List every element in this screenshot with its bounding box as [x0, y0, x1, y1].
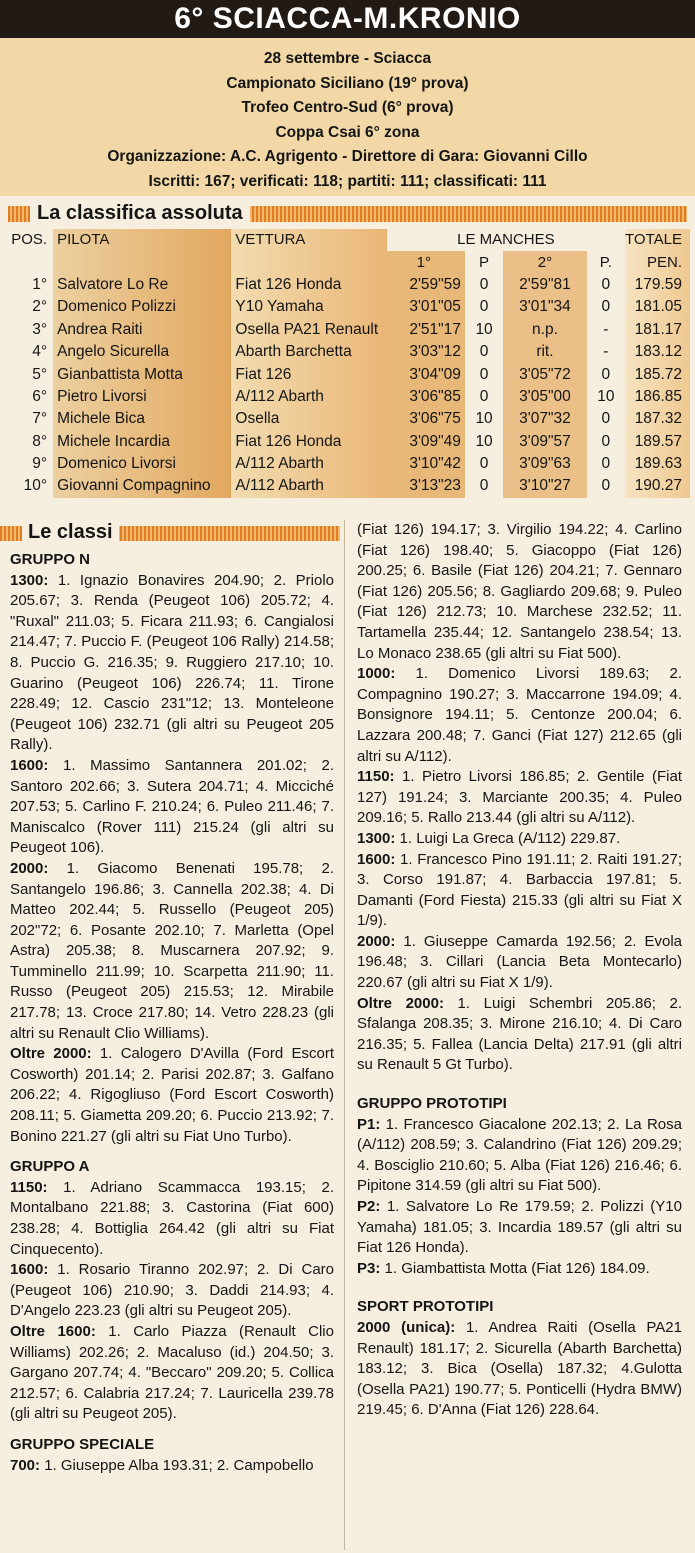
cell-p2: - — [603, 320, 609, 338]
cell-p2: 0 — [601, 275, 611, 293]
header-totale: TOTALE — [625, 229, 690, 251]
header-m2: 2° — [503, 251, 586, 273]
table-row — [0, 386, 690, 408]
event-stats: Iscritti: 167; verificati: 118; partiti: 111; classificati: 111 — [148, 172, 547, 190]
cell-pilota: Michele Bica — [53, 408, 231, 430]
cell-m1: 3'01"05 — [387, 296, 465, 318]
class-entry: 1150: 1. Pietro Livorsi 186.85; 2. Gentile (Fiat 127) 191.24; 3. Marciante 200.35; 4. Puleo 209.16; 5. Rallo 213.44 (gli altri su A/112). — [357, 768, 682, 827]
event-date: 28 settembre - Sciacca — [263, 50, 432, 67]
class-entry: 2000 (unica): 1. Andrea Raiti (Osella PA21 Renault) 181.17; 2. Sicurella (Abarth Barchetta) 183.12; 3. Bica (Osella) 187.32; 4.Gulotta (Osella PA21) 190.77; 5. Ponticelli (Hydra BMW) 219.45; 6. D'Anna (Fiat 126) 228.64. — [357, 1318, 682, 1419]
cell-pos: 9° — [32, 455, 48, 473]
cell-pos: 8° — [32, 432, 48, 450]
cell-vettura: Fiat 126 Honda — [231, 431, 386, 453]
page-title: 6° SCIACCA-M.KRONIO — [0, 0, 695, 38]
cell-pos: 7° — [32, 410, 48, 428]
cell-m2: 3'05"00 — [503, 386, 586, 408]
cell-tot: 181.05 — [625, 296, 690, 318]
table-row — [0, 363, 690, 385]
cell-m2: 3'07"32 — [503, 408, 586, 430]
cell-pos: 3° — [32, 320, 48, 338]
class-entry: P1: 1. Francesco Giacalone 202.13; 2. La Rosa (A/112) 208.59; 3. Calandrino (Fiat 126) 209.29; 4. Bosciglio 210.60; 5. Alba (Fiat 126) 216.46; 6. Pipitone 314.59 (gli altri su Fiat 500). — [357, 1115, 682, 1195]
cell-pilota: Domenico Livorsi — [53, 453, 231, 475]
cell-m2: n.p. — [503, 319, 586, 341]
table-header-row — [0, 229, 690, 251]
cell-pilota: Michele Incardia — [53, 431, 231, 453]
class-entry: 2000: 1. Giuseppe Camarda 192.56; 2. Evola 196.48; 3. Cillari (Lancia Beta Montecarlo) 220.67 (gli altri su Fiat X 1/9). — [357, 932, 682, 992]
cell-vettura: Fiat 126 Honda — [231, 274, 386, 296]
class-entry: (Fiat 126) 194.17; 3. Virgilio 194.22; 4. Carlino (Fiat 126) 198.40; 5. Giacoppo (Fiat 126) 200.25; 6. Basile (Fiat 126) 204.21; 7. Gennaro (Fiat 126) 205.56; 8. Gagliardo 209.68; 9. Puleo (Fiat 126) 212.73; 10. Marchese 232.52; 11. Tartamella 235.44; 12. Santangelo 238.54; 13. Lo Monaco 238.65 (gli altri su Fiat 500). — [357, 521, 682, 662]
class-entry: 700: 1. Giuseppe Alba 193.31; 2. Campobello — [10, 1456, 314, 1474]
table-row — [0, 341, 690, 363]
group-title: GRUPPO A — [10, 1158, 90, 1176]
table-row — [0, 274, 690, 296]
classifica-heading — [0, 202, 695, 224]
cell-m1: 3'06"75 — [387, 408, 465, 430]
table-row — [0, 408, 690, 430]
event-trophy: Trofeo Centro-Sud (6° prova) — [241, 99, 454, 117]
cell-m1: 3'09"49 — [387, 431, 465, 453]
cell-p1: 10 — [475, 432, 493, 450]
cell-pos: 5° — [32, 365, 48, 383]
cell-m2: rit. — [503, 341, 586, 363]
table-row — [0, 319, 690, 341]
cell-p1: 0 — [479, 343, 489, 361]
cell-p2: 10 — [597, 387, 615, 405]
cell-p1: 0 — [479, 275, 489, 293]
cell-p1: 0 — [479, 365, 489, 383]
class-entry: 1150: 1. Adriano Scammacca 193.15; 2. Montalbano 221.88; 3. Castorina (Fiat 600) 238.28; 4. Bottiglia 264.42 (gli altri su Fiat Cinquecento). — [10, 1178, 334, 1258]
group-title: GRUPPO SPECIALE — [10, 1435, 155, 1453]
event-info — [0, 38, 695, 196]
event-organization: Organizzazione: A.C. Agrigento - Direttore di Gara: Giovanni Cillo — [107, 148, 588, 166]
class-entry: 2000: 1. Giacomo Benenati 195.78; 2. Santangelo 196.86; 3. Cannella 202.38; 4. Di Matteo 202.44; 5. Russello (Peugeot 205) 202"72; 6. Posante 202.10; 7. Marletta (Opel Astra) 205.38; 8. Muscarnera 207.92; 9. Tumminello 211.99; 10. Scarpetta 211.90; 11. Russo (Peugeot 205) 215.53; 12. Mirabile 217.78; 13. Croce 217.80; 14. Vetro 228.23 (gli altri su Renault Clio Williams). — [10, 859, 334, 1042]
cell-pilota: Giovanni Compagnino — [53, 475, 231, 497]
group-title: SPORT PROTOTIPI — [357, 1298, 494, 1316]
class-entry: Oltre 2000: 1. Luigi Schembri 205.86; 2. Sfalanga 208.35; 3. Mirone 216.10; 4. Di Caro 216.35; 5. Fallea (Lancia Delta) 217.91 (gli altri su Renault 5 Gt Turbo). — [357, 994, 683, 1074]
cell-pilota: Pietro Livorsi — [53, 386, 231, 408]
cell-p2: 0 — [601, 298, 611, 316]
cell-vettura: A/112 Abarth — [231, 386, 386, 408]
classi-right-column — [357, 520, 682, 1421]
classifica-table — [0, 229, 690, 498]
class-entry: 1300: 1. Luigi La Greca (A/112) 229.87. — [357, 829, 621, 847]
cell-vettura: Abarth Barchetta — [231, 341, 386, 363]
cell-m2: 3'10"27 — [503, 475, 586, 497]
cell-m1: 3'03"12 — [387, 341, 465, 363]
cell-pos: 6° — [32, 387, 48, 405]
cell-m1: 2'59"59 — [387, 274, 465, 296]
group-title: GRUPPO N — [10, 551, 91, 568]
header-p1: P — [479, 253, 490, 271]
cell-m1: 2'51"17 — [387, 319, 465, 341]
class-entry: 1600: 1. Francesco Pino 191.11; 2. Raiti 191.27; 3. Corso 191.87; 4. Barbaccia 197.81; 5. Damanti (Ford Fiesta) 215.33 (gli altri su Fiat X 1/9). — [357, 850, 682, 930]
event-cup: Coppa Csai 6° zona — [275, 123, 420, 141]
cell-tot: 190.27 — [625, 475, 690, 497]
header-manches: LE MANCHES — [457, 231, 555, 249]
cell-p1: 0 — [479, 455, 489, 473]
cell-pos: 2° — [32, 298, 48, 316]
cell-vettura: A/112 Abarth — [231, 453, 386, 475]
cell-pilota: Gianbattista Motta — [53, 363, 231, 385]
cell-p2: 0 — [601, 432, 611, 450]
cell-m1: 3'04"09 — [387, 363, 465, 385]
cell-p1: 10 — [475, 320, 493, 338]
cell-vettura: Fiat 126 — [231, 363, 386, 385]
cell-m2: 3'01"34 — [503, 296, 586, 318]
table-row — [0, 296, 690, 318]
cell-pilota: Andrea Raiti — [53, 319, 231, 341]
class-entry: 1300: 1. Ignazio Bonavires 204.90; 2. Priolo 205.67; 3. Renda (Peugeot 106) 205.72; 4. "Ruxal" 211.03; 5. Ficara 211.93; 6. Cangialosi 214.47; 7. Puccio F. (Peugeot 106 Rally) 214.58; 8. Puccio G. 216.35; 9. Ruggiero 217.10; 10. Guarino (Peugeot 106) 226.74; 11. Tirone 228.49; 12. Cascio 231"12; 13. Monteleone (Peugeot 106) 232.71 (gli altri su Peugeot 205 Rally). — [10, 571, 334, 754]
classi-left-column — [10, 520, 334, 1476]
cell-tot: 185.72 — [625, 363, 690, 385]
cell-tot: 179.59 — [625, 274, 690, 296]
classi-title: Le classi — [22, 520, 119, 544]
cell-m1: 3'10"42 — [387, 453, 465, 475]
table-row — [0, 453, 690, 475]
cell-tot: 181.17 — [625, 319, 690, 341]
cell-p1: 0 — [479, 477, 489, 495]
cell-vettura: Osella PA21 Renault — [231, 319, 386, 341]
cell-pilota: Salvatore Lo Re — [53, 274, 231, 296]
header-pen: PEN. — [625, 251, 690, 273]
cell-vettura: Y10 Yamaha — [231, 296, 386, 318]
cell-p2: 0 — [601, 477, 611, 495]
cell-m2: 3'09"63 — [503, 453, 586, 475]
cell-m1: 3'13"23 — [387, 475, 465, 497]
classifica-rows — [0, 274, 690, 498]
class-entry: P2: 1. Salvatore Lo Re 179.59; 2. Polizzi (Y10 Yamaha) 181.05; 3. Incardia 189.57 (gli altri su Fiat 126 Honda). — [357, 1198, 682, 1257]
cell-vettura: Osella — [231, 408, 386, 430]
classifica-title: La classifica assoluta — [30, 202, 250, 224]
cell-pos: 10° — [23, 477, 48, 495]
header-pos: POS. — [11, 231, 48, 249]
classi-heading — [0, 520, 340, 544]
table-row — [0, 475, 690, 497]
cell-pos: 1° — [32, 275, 48, 293]
cell-tot: 189.57 — [625, 431, 690, 453]
class-entry: 1000: 1. Domenico Livorsi 189.63; 2. Compagnino 190.27; 3. Maccarrone 194.09; 4. Bonsignore 194.11; 5. Centonze 200.04; 6. Lazzara 200.48; 7. Ganci (Fiat 127) 212.65 (gli altri su A/112). — [357, 665, 682, 765]
class-entry: 1600: 1. Rosario Tiranno 202.97; 2. Di Caro (Peugeot 106) 210.90; 3. Daddi 214.93; 4. D'Angelo 223.23 (gli altri su Peugeot 205). — [10, 1261, 334, 1320]
cell-tot: 187.32 — [625, 408, 690, 430]
cell-pos: 4° — [32, 343, 48, 361]
class-entry: Oltre 2000: 1. Calogero D'Avilla (Ford Escort Cosworth) 201.14; 2. Parisi 202.87; 3. Galfano 206.22; 4. Rigogliuso (Ford Escort Cosworth) 208.11; 5. Giametta 209.20; 6. Puccio 213.92; 7. Bonino 221.27 (gli altri su Fiat Uno Turbo). — [10, 1045, 334, 1145]
cell-m2: 3'05"72 — [503, 363, 586, 385]
table-row — [0, 431, 690, 453]
cell-p1: 10 — [475, 410, 493, 428]
table-subheader-row — [0, 251, 690, 273]
cell-p2: 0 — [601, 455, 611, 473]
cell-pilota: Domenico Polizzi — [53, 296, 231, 318]
cell-m1: 3'06"85 — [387, 386, 465, 408]
cell-tot: 183.12 — [625, 341, 690, 363]
class-entry: Oltre 1600: 1. Carlo Piazza (Renault Clio Williams) 202.26; 2. Macaluso (id.) 204.50; 3. Gargano 207.74; 4. "Beccaro" 209.20; 5. Collica 212.57; 6. Calabria 217.24; 7. Lauricella 239.78 (gli altri su Peugeot 205). — [10, 1322, 334, 1423]
cell-p2: 0 — [601, 365, 611, 383]
header-m1: 1° — [387, 251, 465, 273]
header-vettura: VETTURA — [231, 229, 386, 251]
class-entry: P3: 1. Giambattista Motta (Fiat 126) 184.09. — [357, 1259, 650, 1277]
group-title: GRUPPO PROTOTIPI — [357, 1095, 507, 1113]
cell-p1: 0 — [479, 298, 489, 316]
cell-tot: 186.85 — [625, 386, 690, 408]
cell-p1: 0 — [479, 387, 489, 405]
column-divider — [344, 520, 345, 1550]
cell-pilota: Angelo Sicurella — [53, 341, 231, 363]
event-championship: Campionato Siciliano (19° prova) — [226, 74, 469, 92]
class-entry: 1600: 1. Massimo Santannera 201.02; 2. Santoro 202.66; 3. Sutera 204.71; 4. Micciché 207.53; 5. Carlino F. 210.24; 6. Puleo 211.46; 7. Maniscalco (Rover 111) 215.24 (gli altri su Peugeot 106). — [10, 756, 334, 857]
cell-m2: 2'59"81 — [503, 274, 586, 296]
header-pilota: PILOTA — [53, 229, 231, 251]
cell-p2: 0 — [601, 410, 611, 428]
cell-tot: 189.63 — [625, 453, 690, 475]
cell-m2: 3'09"57 — [503, 431, 586, 453]
header-p2: P. — [599, 253, 612, 271]
cell-vettura: A/112 Abarth — [231, 475, 386, 497]
cell-p2: - — [603, 343, 609, 361]
